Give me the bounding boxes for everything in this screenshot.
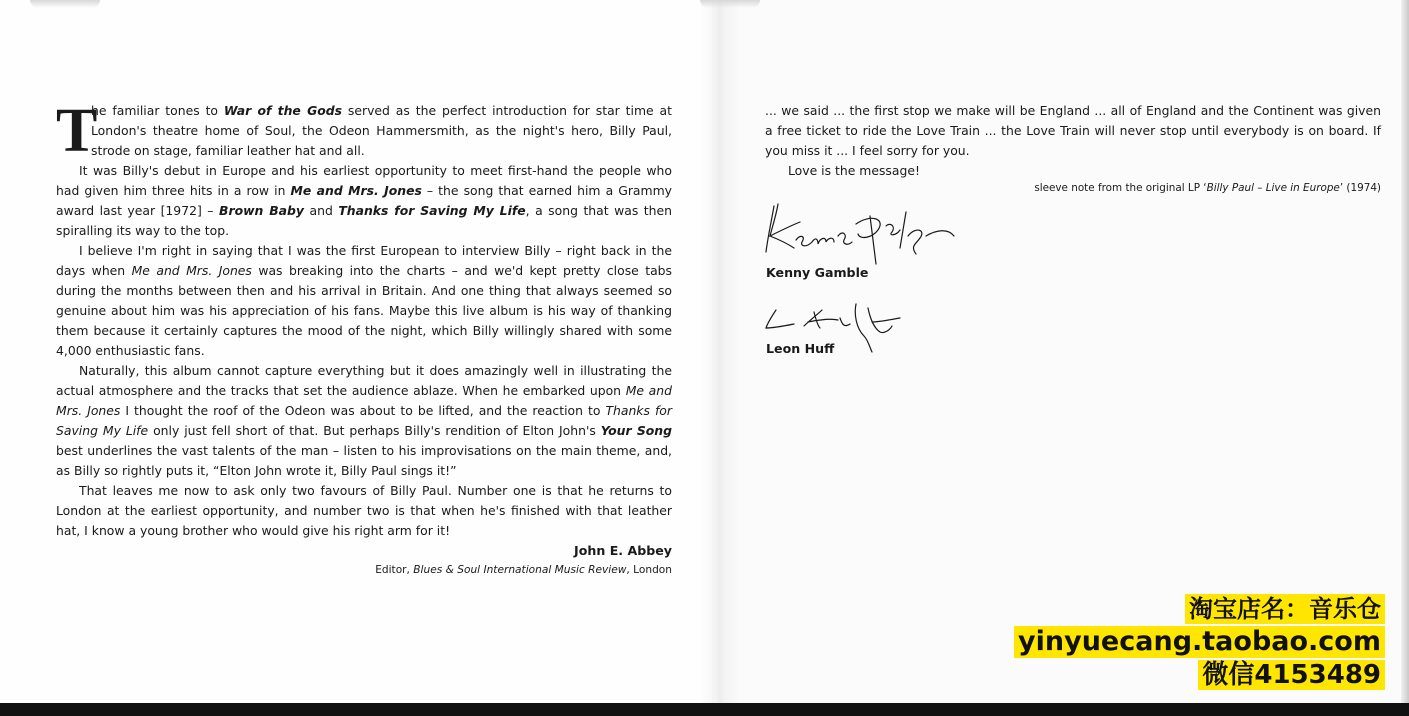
song-title: Me and Mrs. Jones bbox=[56, 383, 672, 418]
sleeve-note-credit: sleeve note from the original LP ‘Billy Paul – Live in Europe’ (1974) bbox=[1034, 182, 1381, 194]
song-title: Me and Mrs. Jones bbox=[131, 263, 252, 278]
publication-title: Blues & Soul International Music Review bbox=[413, 564, 627, 576]
shop-watermark-url: yinyuecang.taobao.com bbox=[1014, 626, 1385, 658]
author-role: Editor, Blues & Soul International Music Review, London bbox=[375, 564, 672, 576]
paragraph: That leaves me now to ask only two favours of Billy Paul. Number one is that he returns to London at the earliest opportunity, and number two is that when he's finished with that leather hat, I know a young brother who would give his right arm for it! bbox=[56, 483, 672, 538]
song-title: Thanks for Saving My Life bbox=[56, 403, 672, 438]
song-title: War of the Gods bbox=[223, 103, 343, 118]
scan-smudge bbox=[30, 0, 100, 8]
quote-column bbox=[765, 101, 1381, 181]
quote-text: ... we said ... the first stop we make will be England ... all of England and the Continent was given a free ticket to ride the Love Train ... the Love Train will never stop until everybody is on board. If you miss it ... I feel sorry for you. bbox=[765, 103, 1381, 158]
paragraph: It was Billy's debut in Europe and his earliest opportunity to meet first-hand the people who had given him three hits in a row in Me and Mrs. Jones – the song that earned him a Grammy award last year [1972] – Brown Baby and Thanks for Saving My Life, a song that was then spiralling its way to the top. bbox=[56, 163, 672, 238]
song-title: Your Song bbox=[600, 423, 672, 438]
paragraph: I believe I'm right in saying that I was the first European to interview Billy – right back in the days when Me and Mrs. Jones was breaking into the charts – and we'd kept pretty close tabs during the months between then and his arrival in Britain. And one thing that always seemed so genuine about him was his appreciation of his fans. Maybe this live album is his way of thanking them because it certainly captures the mood of the night, which Billy willingly shared with some 4,000 enthusiastic fans. bbox=[56, 243, 672, 358]
paragraph: T he familiar tones to War of the Gods served as the perfect introduction for star time at London's theatre home of Soul, the Odeon Hammersmith, as the night's hero, Billy Paul, strode on stage, familiar leather hat and all. bbox=[56, 97, 672, 165]
scan-border bbox=[0, 703, 1409, 716]
song-title: Thanks for Saving My Life bbox=[338, 203, 526, 218]
message-line: Love is the message! bbox=[788, 163, 920, 178]
song-title: Brown Baby bbox=[219, 203, 304, 218]
author-name: John E. Abbey bbox=[574, 543, 672, 558]
booklet-spine bbox=[700, 0, 740, 716]
drop-cap: T bbox=[56, 97, 98, 165]
signatory-name: Leon Huff bbox=[766, 341, 835, 356]
album-title: Billy Paul – Live in Europe bbox=[1206, 182, 1340, 194]
scan-smudge bbox=[700, 0, 760, 8]
shop-watermark-wechat: 微信4153489 bbox=[1198, 660, 1385, 690]
song-title: Me and Mrs. Jones bbox=[290, 183, 422, 198]
kenny-gamble-signature-icon bbox=[760, 196, 960, 268]
shop-watermark-name: 淘宝店名：音乐仓 bbox=[1185, 594, 1385, 624]
paragraph: Naturally, this album cannot capture everything but it does amazingly well in illustrating the actual atmosphere and the tracks that set the audience ablaze. When he embarked upon Me and Mrs. Jones I thought the roof of the Odeon was about to be lifted, and the reaction to Thanks for Saving My Life only just fell short of that. But perhaps Billy's rendition of Elton John's Your Song best underlines the vast talents of the man – listen to his improvisations on the main theme, and, as Billy so rightly puts it, “Elton John wrote it, Billy Paul sings it!” bbox=[56, 363, 672, 478]
liner-notes-column bbox=[56, 97, 672, 579]
scan-edge bbox=[1401, 0, 1409, 716]
signatory-name: Kenny Gamble bbox=[766, 265, 869, 280]
